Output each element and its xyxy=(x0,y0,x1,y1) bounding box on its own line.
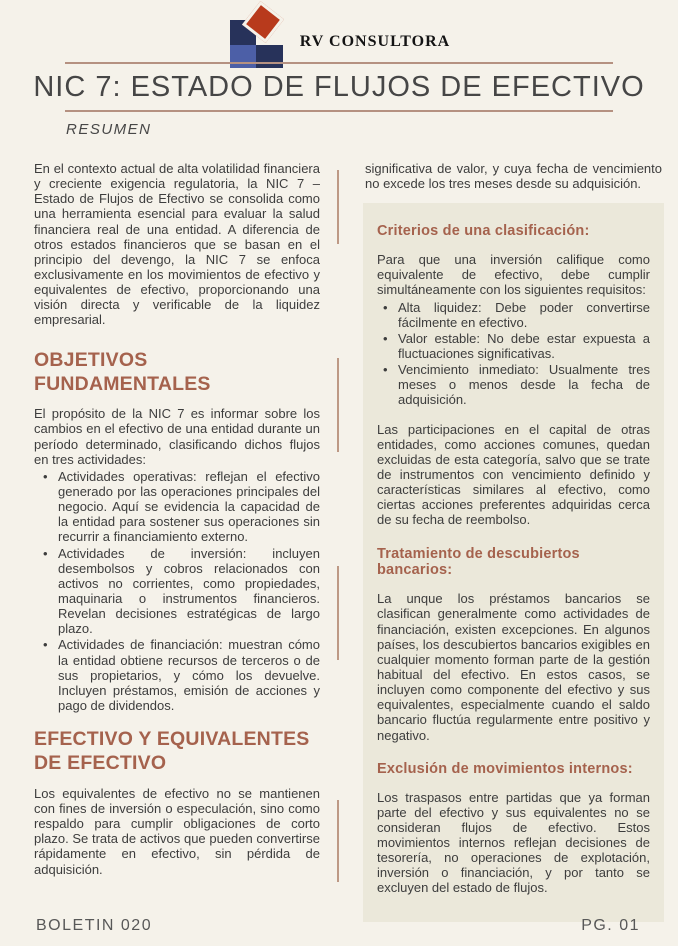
list-item: • Valor estable: No debe estar expuesta a fluctuaciones significativas. xyxy=(377,331,650,361)
list-item: • Actividades de financiación: muestran cómo la entidad obtiene recursos de terceros o de sus propietarios, y cómo los devuelve. Incluyen préstamos, emisión de acciones y pago de dividendos. xyxy=(34,637,320,713)
efectivo-paragraph: Los equivalentes de efectivo no se mantienen con fines de inversión o especulación, sino como respaldo para cumplir obligaciones de corto plazo. Se trata de activos que pueden convertirse rápidamente en efectivo, sin pérdida de adquisición. xyxy=(34,785,320,877)
title-rule-bottom xyxy=(65,110,613,112)
descubiertos-paragraph: La unque los préstamos bancarios se clasifican generalmente como actividades de financiación, existen excepciones. En algunos países, los descubiertos bancarios exigibles en cualquier momento forman parte de la gestión habitual del efectivo. En estos casos, se incluyen como componente del efectivo y sus equivalentes, especialmente cuando el saldo bancario fluctúa regularmente entre positivo y negativo. xyxy=(377,591,650,743)
column-divider-segment xyxy=(337,358,339,452)
intro-paragraph: En el contexto actual de alta volatilidad financiera y creciente exigencia regulatoria, la NIC 7 – Estado de Flujos de Efectivo se consolida como una herramienta esencial para evaluar la salud financiera real de una entidad. A diferencia de otros estados financieros que se basan en el principio del devengo, la NIC 7 se enfoca exclusivamente en los movimientos de efectivo y equivalentes de efectivo, proporcionando una visión directa y verificable de la liquidez empresarial. xyxy=(34,161,320,328)
objetivos-bullet-list xyxy=(34,469,320,713)
title-block xyxy=(0,62,678,138)
criterios-body-paragraph: Las participaciones en el capital de otras entidades, como acciones comunes, quedan excluidas de esta categoría, salvo que se trate de instrumentos con vencimiento definido y características similares al efectivo, como ciertas acciones preferentes adquiridas cerca de su fecha de reembolso. xyxy=(377,421,650,528)
panel-heading-descubiertos: Tratamiento de descubiertos bancarios: xyxy=(377,545,580,579)
section-heading-objetivos: OBJETIVOS FUNDAMENTALES xyxy=(34,348,211,395)
brand-logo-mark xyxy=(228,8,288,62)
page-subtitle: RESUMEN xyxy=(66,121,152,138)
panel-heading-exclusion: Exclusión de movimientos internos: xyxy=(377,760,633,777)
brand-name: RV CONSULTORA xyxy=(299,33,451,50)
list-item: • Vencimiento inmediato: Usualmente tres meses o menos desde la fecha de adquisición. xyxy=(377,362,650,407)
exclusion-paragraph: Los traspasos entre partidas que ya forman parte del efectivo y sus equivalentes no se consideran flujos de efectivo. Estos movimientos internos reflejan decisiones de tesorería, no operaciones de explotación, inversión o financiación, y por tanto se excluyen del estado de flujos. xyxy=(377,789,650,896)
list-item: • Actividades operativas: reflejan el efectivo generado por las operaciones principales del negocio. Aquí se evidencia la capacidad de la entidad para sostener sus operaciones sin recurrir a financiamiento externo. xyxy=(34,469,320,545)
page-footer xyxy=(36,917,640,935)
panel-heading-criterios: Criterios de una clasificación: xyxy=(377,223,590,240)
continuation-paragraph: significativa de valor, y cuya fecha de vencimiento no excede los tres meses desde su adquisición. xyxy=(365,161,662,192)
brand-logo xyxy=(0,8,678,62)
criterios-lead-paragraph: Para que una inversión califique como equivalente de efectivo, debe cumplir simultáneamente con los siguientes requisitos: xyxy=(377,252,650,298)
column-divider-segment xyxy=(337,566,339,660)
column-divider-segment xyxy=(337,800,339,882)
bulletin-number: BOLETIN 020 xyxy=(36,917,153,934)
objetivos-lead-paragraph: El propósito de la NIC 7 es informar sobre los cambios en el efectivo de una entidad durante un período determinado, clasificando dichos flujos en tres actividades: xyxy=(34,406,320,467)
page-number: PG. 01 xyxy=(581,917,640,934)
list-item: • Actividades de inversión: incluyen desembolsos y cobros relacionados con activos no corrientes, como propiedades, maquinaria o instrumentos financieros. Revelan decisiones estratégicas de largo plazo. xyxy=(34,546,320,637)
criterios-bullet-list xyxy=(377,300,650,408)
highlight-panel xyxy=(363,203,664,921)
column-divider-segment xyxy=(337,170,339,244)
list-item: • Alta liquidez: Debe poder convertirse fácilmente en efectivo. xyxy=(377,300,650,330)
left-column xyxy=(34,161,320,892)
section-heading-efectivo: EFECTIVO Y EQUIVALENTES DE EFECTIVO xyxy=(34,728,310,775)
right-column xyxy=(363,161,664,922)
page-title: NIC 7: ESTADO DE FLUJOS DE EFECTIVO xyxy=(33,71,645,103)
